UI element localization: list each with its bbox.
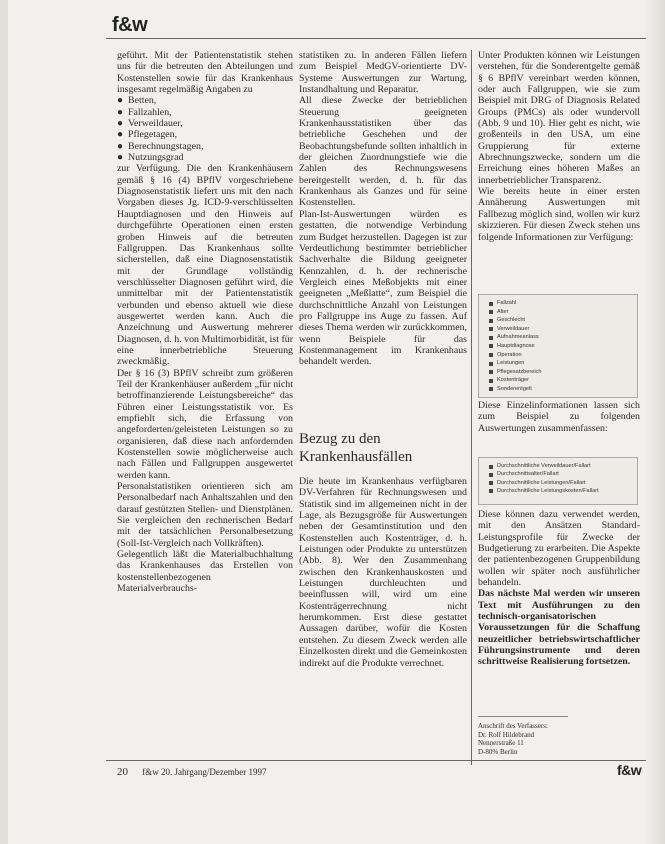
address-line: Nennerstraße 11 bbox=[478, 739, 524, 748]
box-item: Leistungen bbox=[489, 359, 637, 368]
bullet-item: ● Betten, bbox=[117, 95, 293, 106]
section-heading-block bbox=[299, 431, 467, 669]
col2-lower bbox=[299, 476, 467, 669]
address-title: Anschrift des Verfassers: bbox=[478, 722, 548, 730]
column-3-middle bbox=[478, 400, 640, 434]
column-3 bbox=[478, 50, 640, 243]
box-item: Geschlecht bbox=[489, 316, 637, 325]
address-rule bbox=[478, 716, 568, 717]
box-item: Sonderentgelt bbox=[489, 385, 637, 394]
evaluation-box bbox=[478, 457, 638, 505]
address-line: D-80% Berlin bbox=[478, 748, 518, 757]
col3-closing-paragraph: Das nächste Mal werden wir unseren Text mit Ausführungen zu den technisch-organisatorischen Voraussetzungen für die Schaffung neuzeitlicher betriebswirtschaftlicher Führungsinstrumente und deren schrittweise Realisierung fortsetzen. bbox=[478, 588, 640, 668]
column-divider bbox=[471, 50, 472, 765]
col3-paragraph: Unter Produkten können wir Leistungen verstehen, für die Sonderentgelte gemäß § 6 BPflV vereinbart werden können, oder auch Fallgruppen, wie sie zum Beispiel mit DRG of Diagnosis Related Groups (PMCs) als oder wundervoll (Abb. 9 und 10). Hier geht es nicht, wie großenteils in den USA, um eine Gruppierung für externe Abrechnungszwecke, sondern um die Erreichung eines höheren Maßes an innerbetrieblicher Transparenz. bbox=[478, 50, 640, 186]
box-item: Durchschnittliche Verweildauer/Fallart bbox=[489, 462, 637, 470]
bullet-item: ● Pflegetagen, bbox=[117, 129, 293, 140]
box-item: Pflegesatzbereich bbox=[489, 368, 637, 377]
box-item: Kostenträger bbox=[489, 376, 637, 385]
bullet-item: ● Berechnungstagen, bbox=[117, 141, 293, 152]
box-item: Alter bbox=[489, 308, 637, 317]
header-rule bbox=[106, 38, 646, 39]
box-item: Fallzahl bbox=[489, 299, 637, 308]
bullet-item: ● Fallzahlen, bbox=[117, 107, 293, 118]
box-item: Verweildauer bbox=[489, 325, 637, 334]
col2-paragraph: Plan-Ist-Auswertungen würden es gestatten, die notwendige Verbindung zum Budget herzustellen. Dagegen ist zur Verdeutlichung bestimmter betrieblicher Sachverhalte die Bildung geeigneter Kennzahlen, d. h. der rechnerische Vergleich eines Meßobjekts mit einer geeigneten „Meßlatte“, zum Beispiel die durchschnittliche Anzahl von Leistungen pro Fallgruppe ins Auge zu fassen. Auf dieses Thema werden wir zurückkommen, wenn Beispiele für das Kostenmanagement im Krankenhaus behandelt werden. bbox=[299, 208, 467, 368]
col2-paragraph: statistiken zu. In anderen Fällen liefern zum Beispiel MedGV-orientierte DV-Systeme Auswertungen zur Wartung, Instandhaltung und Reparatur. bbox=[299, 50, 467, 96]
box-item: Durchschnittsalter/Fallart bbox=[489, 470, 637, 478]
col1-intro: geführt. Mit der Patientenstatistik stehen uns für die betreuten den Abteilungen und Kostenstellen sowie für das Krankenhaus insgesamt regelmäßig Angaben zu bbox=[117, 50, 293, 96]
page-footer bbox=[117, 766, 267, 778]
footer-rule bbox=[106, 760, 646, 761]
address-line: Dr. Rolf Hildebrand bbox=[478, 730, 535, 739]
author-address bbox=[478, 722, 568, 757]
fw-logo-footer: f&w bbox=[617, 762, 642, 778]
box-item: Hauptdiagnose bbox=[489, 342, 637, 351]
bullet-item: ● Nutzungsgrad bbox=[117, 152, 293, 163]
page-edge-left bbox=[0, 0, 8, 844]
col3-paragraph: Wie bereits heute in einer ersten Annäherung Auswertungen mit Fallbezug möglich sind, wollen wir kurz skizzieren. Für diesen Zweck stehen uns folgende Informationen zur Verfügung: bbox=[478, 186, 640, 243]
page-number: 20 bbox=[117, 766, 128, 778]
page-edge-right bbox=[645, 0, 665, 844]
box-item: Aufnahmeanlass bbox=[489, 333, 637, 342]
col2-paragraph: All diese Zwecke der betrieblichen Steuerung geeigneten Krankenhausstatistiken über das betriebliche Geschehen und der Beobachtungsbefunde sollten inhaltlich in der gleichen Zuordnungstiefe wie die Zahlen des Rechnungswesens bereitgestellt werden, d. h. für das Krankenhaus als Ganzes und für seine Kostenstellen. bbox=[299, 95, 467, 209]
box-item: Durchschnittliche Leistungen/Fallart bbox=[489, 479, 637, 487]
column-2 bbox=[299, 50, 467, 368]
col2-paragraph: Die heute im Krankenhaus verfügbaren DV-Verfahren für Rechnungswesen und Statistik sind im allgemeinen nicht in der Lage, als Bezugsgröße für Auswertungen neben der Gesamtinstitution und den Kostenstellen auch Kostenträger, d. h. Leistungen oder Produkte zu unterstützen (Abb. 8). Wer den Zusammenhang zwischen den Krankenhauskosten und Leistungen durchleuchten und beeinflussen will, wird um eine Kostenträgerrechnung nicht herumkommen. Erst diese gestattet Aussagen darüber, wofür die Kosten entstehen. Zu diesem Zweck werden alle Einzelkosten direkt und die Gemeinkosten indirekt auf die Produkte verrechnet. bbox=[299, 476, 467, 669]
column-1 bbox=[117, 50, 293, 595]
col3-paragraph: Diese Einzelinformationen lassen sich zum Beispiel zu folgenden Auswertungen zusammenfassen: bbox=[478, 400, 640, 434]
col1-paragraph: Der § 16 (3) BPflV schreibt zum größeren Teil der Krankenhäuser außerdem „für nicht betroffinanzierende Leistungsbereiche“ das Führen einer Leistungsstatistik vor. Es empfiehlt sich, die Erfassung von angeforderten/geleisteten Leistungen so zu organisieren, daß diese nach anfordernden Kostenstellen sowie möglicherweise auch nach Fällen und Fallgruppen ausgewertet werden kann. bbox=[117, 367, 293, 481]
section-heading: Bezug zu den Krankenhausfällen bbox=[299, 431, 413, 465]
col1-paragraph: Personalstatistiken orientieren sich am Personalbedarf nach Anhaltszahlen und den darauf gestützten Stellen- und Dienstplänen. Sie vergleichen den rechnerischen Bedarf mit der tatsächlichen Personalbesetzung (Soll-Ist-Vergleich nach Vollkräften). bbox=[117, 481, 293, 549]
box-item: Operation bbox=[489, 351, 637, 360]
col1-bullet-list bbox=[117, 95, 293, 163]
information-box bbox=[478, 294, 638, 398]
col1-paragraph: Gelegentlich läßt die Materialbuchhaltung das Krankenhauses das Erstellen von kostenstellenbezogenen Materialverbrauchs- bbox=[117, 549, 293, 595]
col1-paragraph: zur Verfügung. Die den Krankenhäusern gemäß § 16 (4) BPflV vorgeschriebene Diagnosenstatistik liefert uns mit den nach Vorgaben dieses Jg. ICD-9-verschlüsselten Hauptdiagnosen und den Hinweis auf durchgeführte Operationen einen ersten groben Hinweis auf die betreuten Fallgruppen. Das Krankenhaus sollte sicherstellen, daß eine Diagnosenstatistik mit der Grundlage vollständig verschlüsselter Diagnosen geführt wird, die unmittelbar mit der Patientenstatistik verbunden und ebenso aktuell wie diese ausgewertet werden kann. Auch die Anzeichnung und Auswertung mehrerer Diagnosen, d. h. von Multimorbidität, ist für eine innerbetriebliche Steuerung zweckmäßig. bbox=[117, 163, 293, 368]
col3-paragraph: Diese können dazu verwendet werden, mit den Ansätzen Standard-Leistungsprofile für Zwecke der Budgetierung zu erarbeiten. Die Aspekte der patientenbezogenen Gruppenbildung wollen wir später noch ausführlicher behandeln. bbox=[478, 509, 640, 589]
bullet-item: ● Verweildauer, bbox=[117, 118, 293, 129]
box-item: Durchschnittliche Leistungskosten/Fallart bbox=[489, 487, 637, 495]
column-3-lower bbox=[478, 509, 640, 668]
fw-logo-header: f&w bbox=[112, 14, 148, 36]
issue-line: f&w 20. Jahrgang/Dezember 1997 bbox=[142, 767, 267, 777]
